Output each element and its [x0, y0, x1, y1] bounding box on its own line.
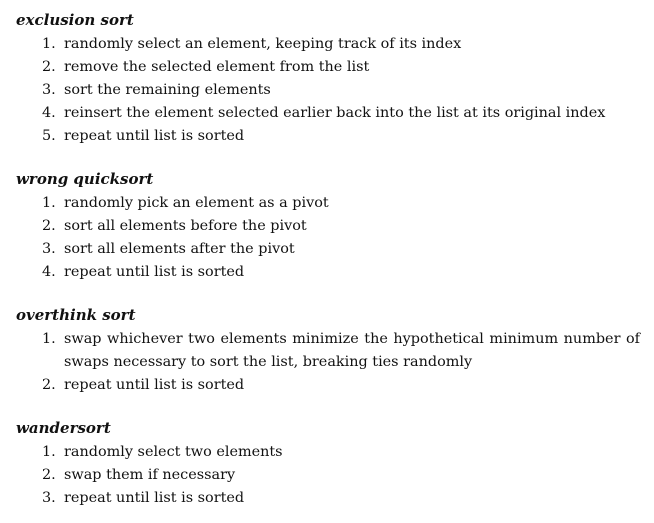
step-number: 4.	[42, 264, 56, 280]
list-item	[16, 102, 640, 125]
section-wrong-quicksort	[16, 169, 640, 284]
step-number: 2.	[42, 467, 56, 483]
step-text: randomly select two elements	[64, 444, 283, 460]
list-item	[16, 238, 640, 261]
step-text: repeat until list is sorted	[64, 377, 245, 393]
step-text: remove the selected element from the list	[64, 59, 370, 75]
step-text: swap whichever two elements minimize the hypothetical minimum number of swaps necessary to sort the list, breaking ties randomly	[64, 331, 640, 370]
step-text: randomly pick an element as a pivot	[64, 195, 329, 211]
step-number: 1.	[42, 195, 56, 211]
step-text: sort the remaining elements	[64, 82, 271, 98]
step-list	[16, 328, 640, 397]
section-wandersort	[16, 418, 640, 510]
step-text: repeat until list is sorted	[64, 128, 245, 144]
step-number: 1.	[42, 36, 56, 52]
step-number: 2.	[42, 59, 56, 75]
list-item	[16, 215, 640, 238]
list-item	[16, 328, 640, 374]
step-number: 5.	[42, 128, 56, 144]
step-number: 2.	[42, 377, 56, 393]
list-item	[16, 125, 640, 148]
step-text: sort all elements after the pivot	[64, 241, 295, 257]
step-text: repeat until list is sorted	[64, 490, 245, 506]
section-title: wandersort	[16, 419, 111, 437]
step-number: 3.	[42, 241, 56, 257]
step-list	[16, 33, 640, 148]
step-number: 2.	[42, 218, 56, 234]
step-text: sort all elements before the pivot	[64, 218, 307, 234]
section-exclusion-sort	[16, 10, 640, 148]
step-number: 1.	[42, 331, 56, 347]
section-title: overthink sort	[16, 306, 136, 324]
list-item	[16, 487, 640, 510]
list-item	[16, 441, 640, 464]
step-number: 1.	[42, 444, 56, 460]
list-item	[16, 192, 640, 215]
step-text: reinsert the element selected earlier back into the list at its original index	[64, 105, 606, 121]
step-number: 3.	[42, 82, 56, 98]
step-number: 3.	[42, 490, 56, 506]
list-item	[16, 261, 640, 284]
section-overthink-sort	[16, 305, 640, 397]
list-item	[16, 464, 640, 487]
step-number: 4.	[42, 105, 56, 121]
list-item	[16, 79, 640, 102]
list-item	[16, 56, 640, 79]
step-text: swap them if necessary	[64, 467, 236, 483]
step-text: repeat until list is sorted	[64, 264, 245, 280]
section-title: wrong quicksort	[16, 170, 154, 188]
section-title: exclusion sort	[16, 11, 134, 29]
step-list	[16, 192, 640, 284]
list-item	[16, 33, 640, 56]
step-text: randomly select an element, keeping track of its index	[64, 36, 462, 52]
list-item	[16, 374, 640, 397]
step-list	[16, 441, 640, 510]
